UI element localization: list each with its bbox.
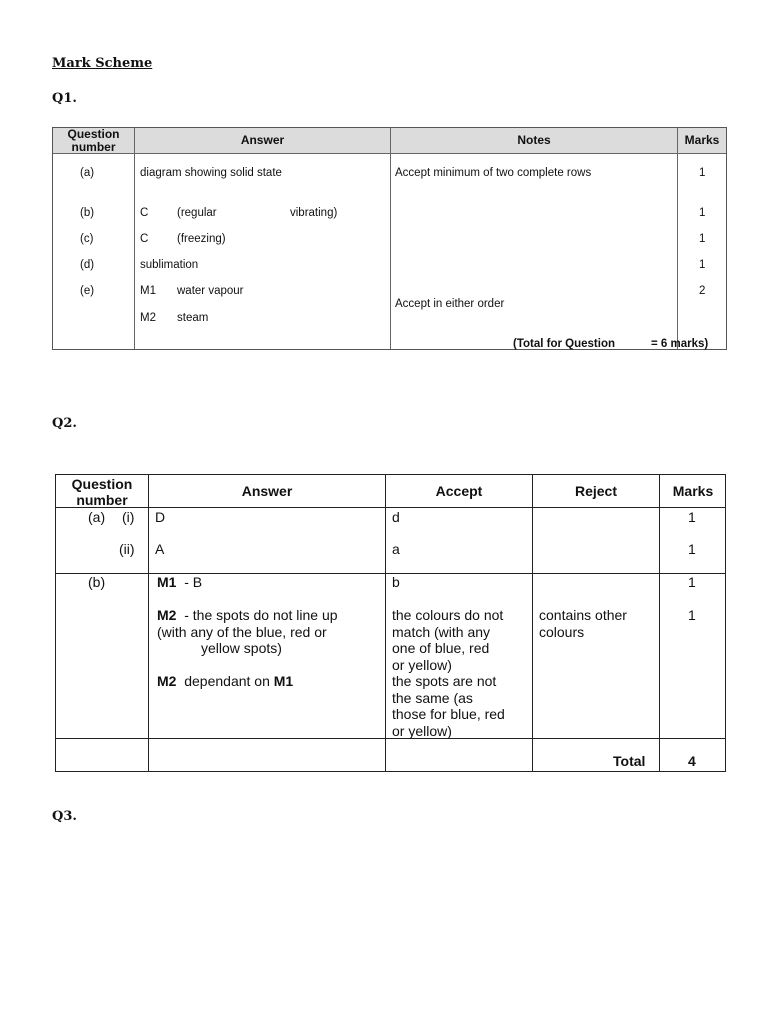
q1-row-e-m1-text: water vapour	[177, 285, 244, 297]
accept-line: the spots are not	[392, 673, 497, 689]
q1-row-d-marks: 1	[699, 259, 706, 271]
q2-a-i-accept: d	[392, 509, 400, 525]
q2-b-m2-accept	[392, 607, 532, 739]
q2-label: Q2.	[52, 416, 77, 431]
q1-row-c-answer-detail: (freezing)	[177, 233, 226, 245]
page-title: Mark Scheme	[52, 56, 153, 71]
q1-header-question: Question number	[67, 127, 120, 154]
q1-col-divider	[134, 128, 135, 349]
q1-header-marks: Marks	[684, 133, 720, 147]
q2-a-ii-answer: A	[155, 541, 165, 557]
reject-line: colours	[539, 623, 585, 640]
q2-b-m2-line2: (with any of the blue, red or	[157, 623, 327, 640]
q1-row-e-m2: M2	[140, 312, 156, 324]
q2-b-m2-line1: M2 - the spots do not line up	[157, 607, 338, 623]
q1-row-d-answer: sublimation	[140, 259, 199, 271]
q1-row-b-marks: 1	[699, 207, 706, 219]
q2-b-m1-accept: b	[392, 574, 400, 590]
q2-a-label: (a)	[88, 509, 106, 525]
q2-col-divider	[532, 475, 533, 771]
accept-line: the colours do not	[392, 607, 504, 623]
q1-total-marks: = 6 marks)	[651, 338, 709, 350]
q2-a-ii-marks: 1	[688, 541, 696, 557]
q2-col-divider	[659, 475, 660, 771]
q1-row-e-question: (e)	[80, 285, 95, 297]
q1-row-a-question: (a)	[80, 167, 95, 179]
q1-row-b-answer-detail: (regular	[177, 207, 217, 219]
q1-row-e-notes: Accept in either order	[395, 298, 505, 310]
q1-row-e-m1: M1	[140, 285, 156, 297]
q1-row-b-question: (b)	[80, 207, 95, 219]
q2-col-divider	[148, 475, 149, 771]
q2-header-reject: Reject	[574, 483, 618, 499]
q2-b-m1-marks: 1	[688, 574, 696, 590]
q2-header-answer: Answer	[241, 483, 293, 499]
q1-row-e-m2-text: steam	[177, 312, 209, 324]
accept-line: or yellow)	[392, 656, 452, 673]
q2-a-ii-accept: a	[392, 541, 400, 557]
q2-total-label: Total	[613, 753, 646, 769]
accept-line: match (with any	[392, 623, 491, 640]
q2-a-ii-sub: (ii)	[119, 541, 135, 557]
q1-col-divider	[390, 128, 391, 349]
q2-b-m1: M1 - B	[157, 574, 203, 590]
q2-b-m2-marks: 1	[688, 607, 696, 623]
q1-row-b-answer: C	[140, 207, 149, 219]
q2-table	[55, 474, 726, 772]
q1-total-label: (Total for Question	[513, 338, 616, 350]
q1-header-answer: Answer	[240, 133, 285, 147]
q3-label: Q3.	[52, 809, 77, 824]
q1-row-b-answer-detail: vibrating)	[290, 207, 338, 219]
q2-a-i-sub: (i)	[122, 509, 135, 525]
q1-row-c-answer: C	[140, 233, 149, 245]
q2-row-divider	[56, 738, 725, 739]
reject-line: contains other	[539, 607, 627, 623]
accept-line: the same (as	[392, 689, 473, 706]
q1-row-e-marks: 2	[699, 285, 706, 297]
q1-label: Q1.	[52, 91, 77, 106]
q2-header-marks: Marks	[672, 483, 714, 499]
q2-col-divider	[385, 475, 386, 771]
q1-row-c-marks: 1	[699, 233, 706, 245]
q2-header-accept: Accept	[435, 483, 483, 499]
q2-a-i-answer: D	[155, 509, 166, 525]
q1-row-d-question: (d)	[80, 259, 95, 271]
q1-header-notes: Notes	[517, 133, 551, 147]
q1-row-a-answer: diagram showing solid state	[140, 167, 282, 179]
q2-a-i-marks: 1	[688, 509, 696, 525]
accept-line: those for blue, red	[392, 706, 505, 722]
q2-total-value: 4	[688, 753, 696, 769]
q2-header-question: Question number	[71, 476, 133, 508]
q2-b-m2-reject	[539, 607, 659, 640]
q2-b-m2-line3: yellow spots)	[201, 640, 282, 656]
q1-row-a-marks: 1	[699, 167, 706, 179]
q2-b-dependency: M2 dependant on M1	[157, 673, 294, 689]
q1-table	[52, 127, 727, 350]
q1-col-divider	[677, 128, 678, 349]
q2-b-label: (b)	[88, 574, 106, 590]
q2-row-divider	[56, 507, 725, 508]
q1-row-c-question: (c)	[80, 233, 94, 245]
accept-line: or yellow)	[392, 722, 452, 739]
q1-row-a-notes: Accept minimum of two complete rows	[395, 167, 592, 179]
accept-line: one of blue, red	[392, 640, 490, 656]
